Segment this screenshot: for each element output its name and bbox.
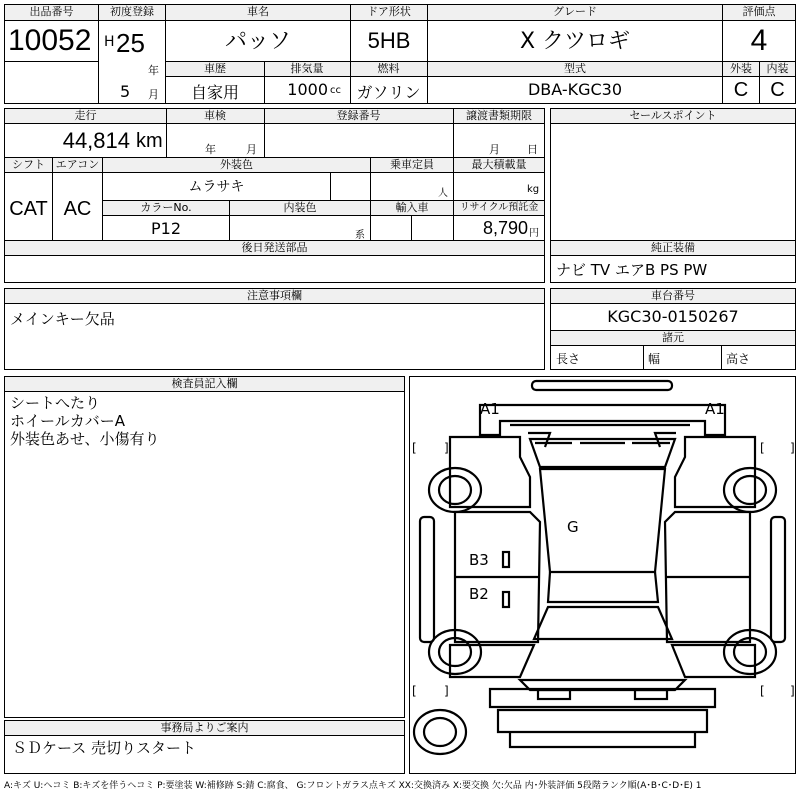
lot-no: 10052 <box>8 24 92 57</box>
interior-color-unit: 系 <box>355 230 365 240</box>
history: 自家用 <box>190 83 239 100</box>
ac: AC <box>63 198 92 220</box>
reg-month-unit: 月 <box>148 88 159 100</box>
displacement: 1000 <box>287 80 328 99</box>
svg-text:[: [ <box>412 684 417 698</box>
model-label: 型式 <box>428 62 722 76</box>
transfer-label: 譲渡書類期限 <box>454 109 544 123</box>
svg-text:[: [ <box>760 441 765 455</box>
inspection-month-unit: 月 <box>246 143 257 155</box>
load-label: 最大積載量 <box>454 158 544 172</box>
inspector-line-2: ホイールカバーA <box>10 412 125 430</box>
fuel-label: 燃料 <box>350 62 427 76</box>
damage-mark-front-left: A1 <box>480 400 500 418</box>
history-label: 車歴 <box>166 62 264 76</box>
reg-month: 5 <box>120 82 131 101</box>
shift: CAT <box>9 198 48 220</box>
score-label: 評価点 <box>723 5 795 20</box>
capacity-unit: 人 <box>438 188 448 198</box>
reg-year: 25 <box>116 28 145 58</box>
svg-text:]: ] <box>444 441 449 455</box>
displacement-label: 排気量 <box>264 62 350 76</box>
caution-text: メインキー欠品 <box>10 310 115 328</box>
damage-mark-side-upper: B3 <box>469 551 489 569</box>
shift-label: シフト <box>5 158 52 172</box>
grade-label: グレード <box>428 5 722 20</box>
equipment-label: 純正装備 <box>551 241 795 255</box>
lot-no-label: 出品番号 <box>5 5 98 20</box>
svg-text:[: [ <box>412 441 417 455</box>
exterior-grade: C <box>733 79 749 101</box>
office-text: ＳＤケース 売切りスタート <box>12 739 197 757</box>
exterior-color: ムラサキ <box>188 179 245 195</box>
grade: X クツロギ <box>519 29 631 54</box>
length-label: 長さ <box>556 352 581 366</box>
svg-text:[: [ <box>760 684 765 698</box>
height-label: 高さ <box>726 352 751 366</box>
door-type: 5HB <box>367 28 411 53</box>
reg-no-label: 登録番号 <box>264 109 453 123</box>
color-label: 外装色 <box>103 158 370 172</box>
inspector-line-1: シートへたり <box>10 394 101 412</box>
mileage-label: 走行 <box>5 109 166 123</box>
model: DBA-KGC30 <box>527 80 623 99</box>
svg-text:]: ] <box>790 684 795 698</box>
fuel: ガソリン <box>356 83 421 100</box>
recycle-fee: 8,790 <box>482 218 528 238</box>
load-unit: kg <box>527 184 540 195</box>
transfer-day-unit: 日 <box>527 143 538 155</box>
interior-grade: C <box>770 79 785 101</box>
import-label: 輸入車 <box>371 201 453 215</box>
sales-point-box <box>550 108 796 242</box>
sales-point-label: セールスポイント <box>551 109 795 123</box>
car-name-label: 車名 <box>166 5 350 20</box>
capacity-label: 乗車定員 <box>371 158 453 172</box>
reg-era: H <box>104 34 115 50</box>
car-name: パッソ <box>224 29 291 54</box>
exterior-label: 外装 <box>723 62 759 76</box>
equipment: ナビ TV エアB PS PW <box>556 261 708 279</box>
recycle-label: リサイクル預託金 <box>454 201 544 215</box>
first-reg-label: 初度登録 <box>99 5 165 20</box>
interior-color-label: 内装色 <box>230 201 370 215</box>
interior-label: 内装 <box>760 62 795 76</box>
inspection-label: 車検 <box>166 109 264 123</box>
inspector-line-3: 外装色あせ、小傷有り <box>10 430 160 448</box>
recycle-unit: 円 <box>529 228 539 238</box>
inspector-label: 検査員記入欄 <box>5 377 404 391</box>
damage-mark-side-lower: B2 <box>469 585 489 603</box>
legend: A:キズ U:ヘコミ B:キズを伴うヘコミ P:要塗装 W:補修跡 S:錆 C:腐食、 G:フロントガラス点キズ XX:交換済み X:要交換 欠:欠品 内･外装評価 5段階ランク順(A･B･C･D･E) 1 <box>4 781 702 791</box>
ac-label: エアコン <box>53 158 102 172</box>
caution-label: 注意事項欄 <box>5 289 544 303</box>
transfer-month-unit: 月 <box>489 143 500 155</box>
width-label: 幅 <box>648 352 661 366</box>
damage-mark-glass: G <box>567 518 579 536</box>
color-no: P12 <box>150 219 181 238</box>
inspection-year-unit: 年 <box>205 143 216 155</box>
chassis-number: KGC30-0150267 <box>607 307 739 326</box>
score: 4 <box>750 24 768 57</box>
displacement-unit: cc <box>330 85 341 96</box>
reg-year-unit: 年 <box>148 64 159 76</box>
svg-text:]: ] <box>790 441 795 455</box>
later-parts-label: 後日発送部品 <box>5 241 544 255</box>
office-label: 事務局よりご案内 <box>5 721 404 735</box>
damage-mark-front-right: A1 <box>705 400 725 418</box>
mileage: 44,814 <box>62 128 130 153</box>
car-diagram <box>410 377 795 773</box>
specs-label: 諸元 <box>551 331 795 345</box>
chassis-label: 車台番号 <box>551 289 795 303</box>
color-no-label: カラーNo. <box>103 201 229 215</box>
door-label: ドア形状 <box>351 5 427 20</box>
svg-text:]: ] <box>444 684 449 698</box>
mileage-unit: km <box>136 130 163 152</box>
